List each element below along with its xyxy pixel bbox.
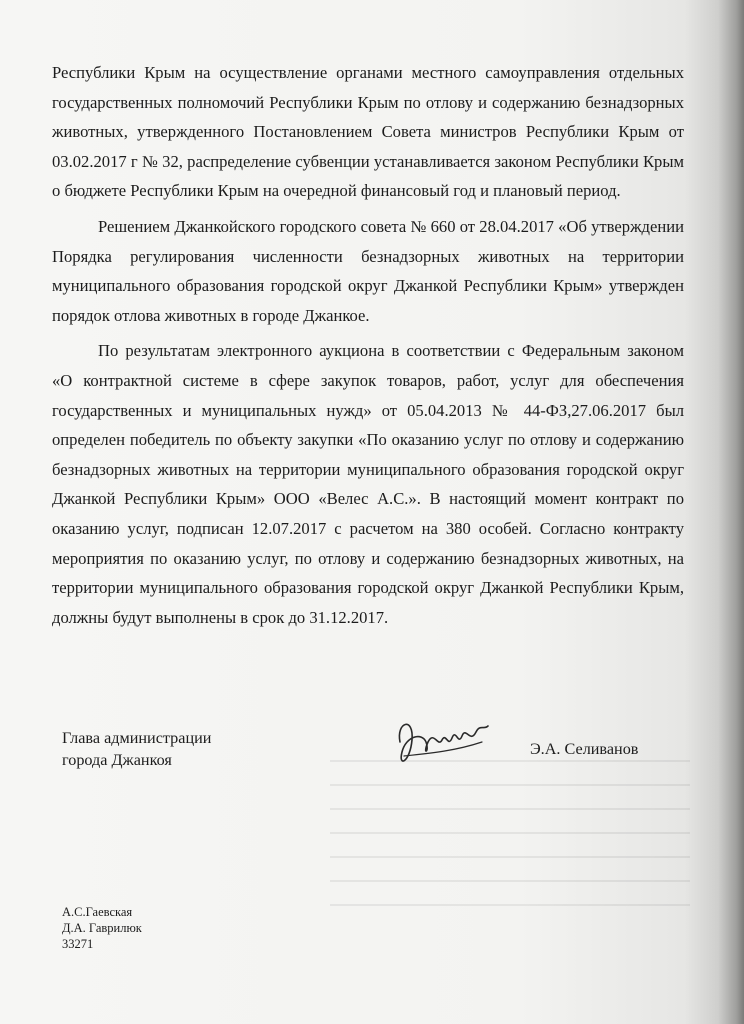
phone-number: 33271 <box>62 937 94 951</box>
paragraph-decision: Решением Джанкойского городского совета № 660 от 28.04.2017 «Об утверждении Порядка регулирования численности безнадзорных животных на территории муниципального образования городской округ Джанкой Республики Крым» утвержден порядок отлова животных в городе Джанкое. <box>52 216 684 325</box>
signer-name: Э.А. Селиванов <box>530 740 639 758</box>
executor-1: А.С.Гаевская <box>62 905 133 919</box>
scan-edge-shadow <box>718 0 744 1024</box>
letter-body <box>52 58 684 632</box>
paragraph-auction: По результатам электронного аукциона в соответствии с Федеральным законом «О контрактной системе в сфере закупок товаров, работ, услуг для обеспечения государственных и муниципальных нужд» от 05.04.2013 № 44-ФЗ,27.06.2017 был определен победитель по объекту закупки «По оказанию услуг по отлову и содержанию безнадзорных животных на территории муниципального образования городской округ Джанкой Республики Крым» ООО «Велес А.С.». В настоящий момент контракт по оказанию услуг, подписан 12.07.2017 с расчетом на 380 особей. Согласно контракту мероприятия по оказанию услуг, по отлову и содержанию безнадзорных животных, на территории муниципального образования городской округ Джанкой Республики Крым, должны будут выполнены в срок до 31.12.2017. <box>52 341 684 627</box>
handwritten-signature <box>392 712 492 770</box>
paragraph-continuation: Республики Крым на осуществление органами местного самоуправления отдельных государственных полномочий Республики Крым по отлову и содержанию безнадзорных животных, утвержденного Постановлением Совета министров Республики Крым от 03.02.2017 г № 32, распределение субвенции устанавливается законом Республики Крым о бюджете Республики Крым на очередной финансовый год и плановый период. <box>52 63 684 201</box>
position-line-2: города Джанкоя <box>62 751 172 769</box>
executors-block <box>62 904 142 952</box>
show-through-text <box>330 760 690 950</box>
position-line-1: Глава администрации <box>62 729 212 747</box>
signatory-position <box>62 727 211 771</box>
executor-2: Д.А. Гаврилюк <box>62 921 142 935</box>
